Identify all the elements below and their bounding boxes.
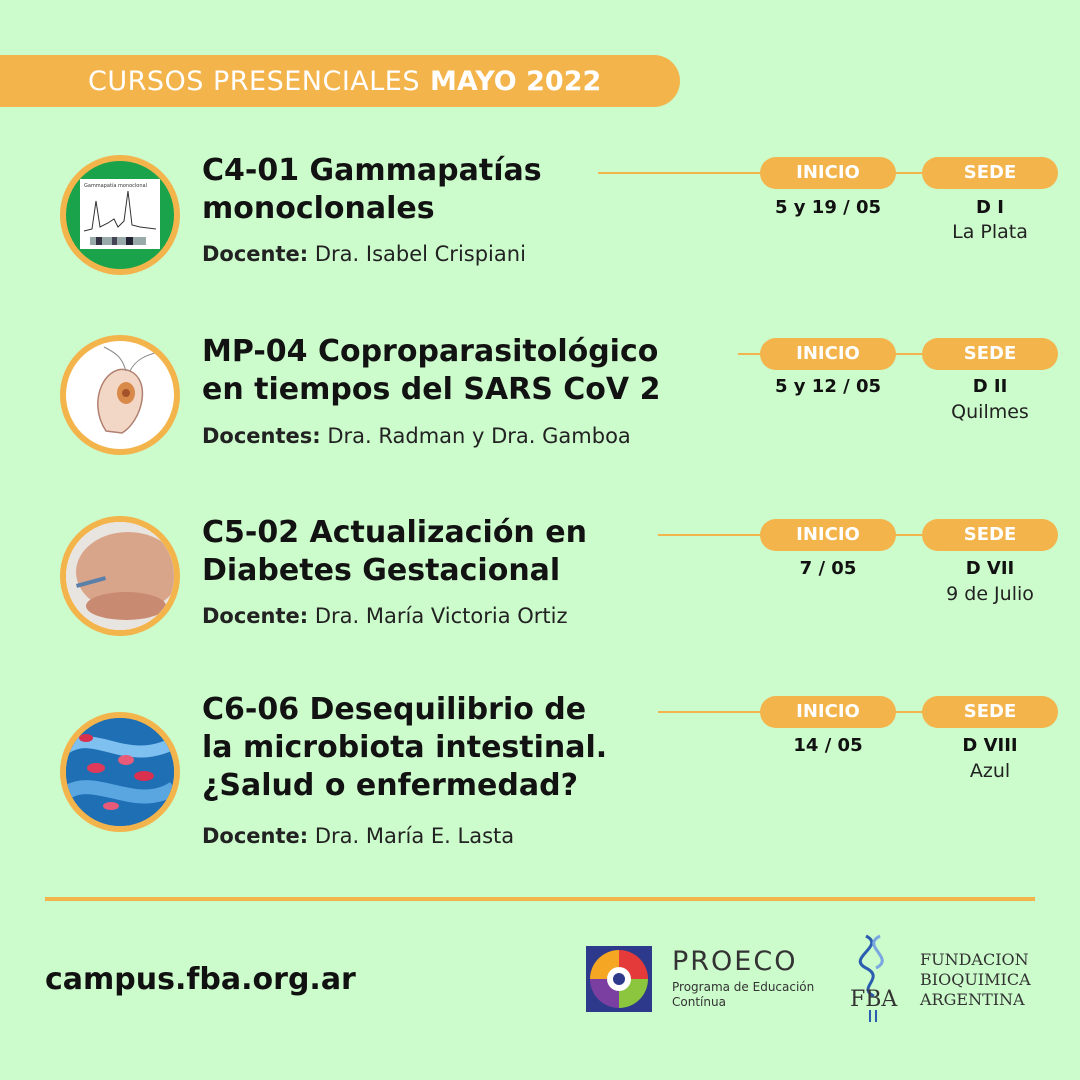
course-teacher <box>202 824 514 848</box>
course-title-line: C6-06 Desequilibrio de <box>202 692 587 727</box>
fba-logo-icon <box>846 932 906 1022</box>
fba-name-line: FUNDACION <box>920 950 1029 969</box>
fba-name-line: BIOQUIMICA <box>920 970 1031 989</box>
electrophoresis-image <box>66 161 174 269</box>
course-title-line: monoclonales <box>202 191 435 226</box>
fba-letters: FBA <box>850 987 898 1012</box>
course-title-line: ¿Salud o enfermedad? <box>202 768 578 803</box>
start-date: 7 / 05 <box>799 558 857 579</box>
teacher-name: Dra. Radman y Dra. Gamboa <box>320 424 631 448</box>
connector-line <box>658 534 768 536</box>
course-thumbnail <box>60 335 180 455</box>
course-teacher <box>202 604 568 628</box>
fba-name <box>920 950 1040 1010</box>
teacher-name: Dra. María E. Lasta <box>308 824 515 848</box>
venue-city: Quilmes <box>951 401 1029 423</box>
course-title <box>202 514 587 590</box>
course-title-line: C5-02 Actualización en <box>202 515 587 550</box>
fba-name-line: ARGENTINA <box>920 990 1025 1009</box>
course-title <box>202 152 542 228</box>
venue-code: D VII <box>965 558 1015 579</box>
venue-code: D VIII <box>962 735 1018 756</box>
teacher-label: Docente: <box>202 604 309 628</box>
course-thumbnail <box>60 155 180 275</box>
sede-pill: SEDE <box>922 696 1058 728</box>
inicio-pill: INICIO <box>760 696 896 728</box>
proeco-subtitle: Programa de Educación Contínua <box>672 980 815 1009</box>
banner-title: CURSOS PRESENCIALES <box>88 65 421 97</box>
banner-month: MAYO 2022 <box>430 65 602 97</box>
connector-line <box>658 711 768 713</box>
proeco-name: PROECO <box>672 946 798 977</box>
inicio-pill: INICIO <box>760 519 896 551</box>
sede-pill: SEDE <box>922 519 1058 551</box>
course-title-line: Diabetes Gestacional <box>202 553 561 588</box>
parasite-image <box>66 341 174 449</box>
course-title-line: C4-01 Gammapatías <box>202 153 542 188</box>
teacher-label: Docente: <box>202 824 309 848</box>
teacher-name: Dra. Isabel Crispiani <box>308 242 526 266</box>
sede-pill: SEDE <box>922 157 1058 189</box>
inicio-pill: INICIO <box>760 338 896 370</box>
thumb-caption: Gammapatía monoclonal <box>84 183 147 189</box>
teacher-label: Docente: <box>202 242 309 266</box>
course-title-line: MP-04 Coproparasitológico <box>202 334 659 369</box>
header-banner <box>0 55 680 107</box>
venue-code: D II <box>972 376 1008 397</box>
course-thumbnail <box>60 516 180 636</box>
start-date: 5 y 19 / 05 <box>775 197 881 218</box>
venue-city: La Plata <box>952 221 1028 243</box>
venue-code: D I <box>976 197 1004 218</box>
start-date: 5 y 12 / 05 <box>775 376 881 397</box>
teacher-name: Dra. María Victoria Ortiz <box>308 604 568 628</box>
pregnancy-image <box>66 522 174 630</box>
course-title <box>202 333 660 409</box>
campus-link[interactable]: campus.fba.org.ar <box>45 962 356 997</box>
course-title <box>202 691 607 805</box>
course-teacher <box>202 424 631 448</box>
course-teacher <box>202 242 526 266</box>
proeco-logo-icon <box>586 946 652 1012</box>
inicio-pill: INICIO <box>760 157 896 189</box>
connector-line <box>598 172 768 174</box>
microbiota-image <box>66 718 174 826</box>
venue-city: Azul <box>969 760 1011 782</box>
course-title-line: la microbiota intestinal. <box>202 730 608 765</box>
footer-divider <box>45 897 1035 901</box>
course-thumbnail <box>60 712 180 832</box>
sede-pill: SEDE <box>922 338 1058 370</box>
start-date: 14 / 05 <box>793 735 863 756</box>
course-title-line: en tiempos del SARS CoV 2 <box>202 372 661 407</box>
teacher-label: Docentes: <box>202 424 321 448</box>
venue-city: 9 de Julio <box>946 583 1034 605</box>
